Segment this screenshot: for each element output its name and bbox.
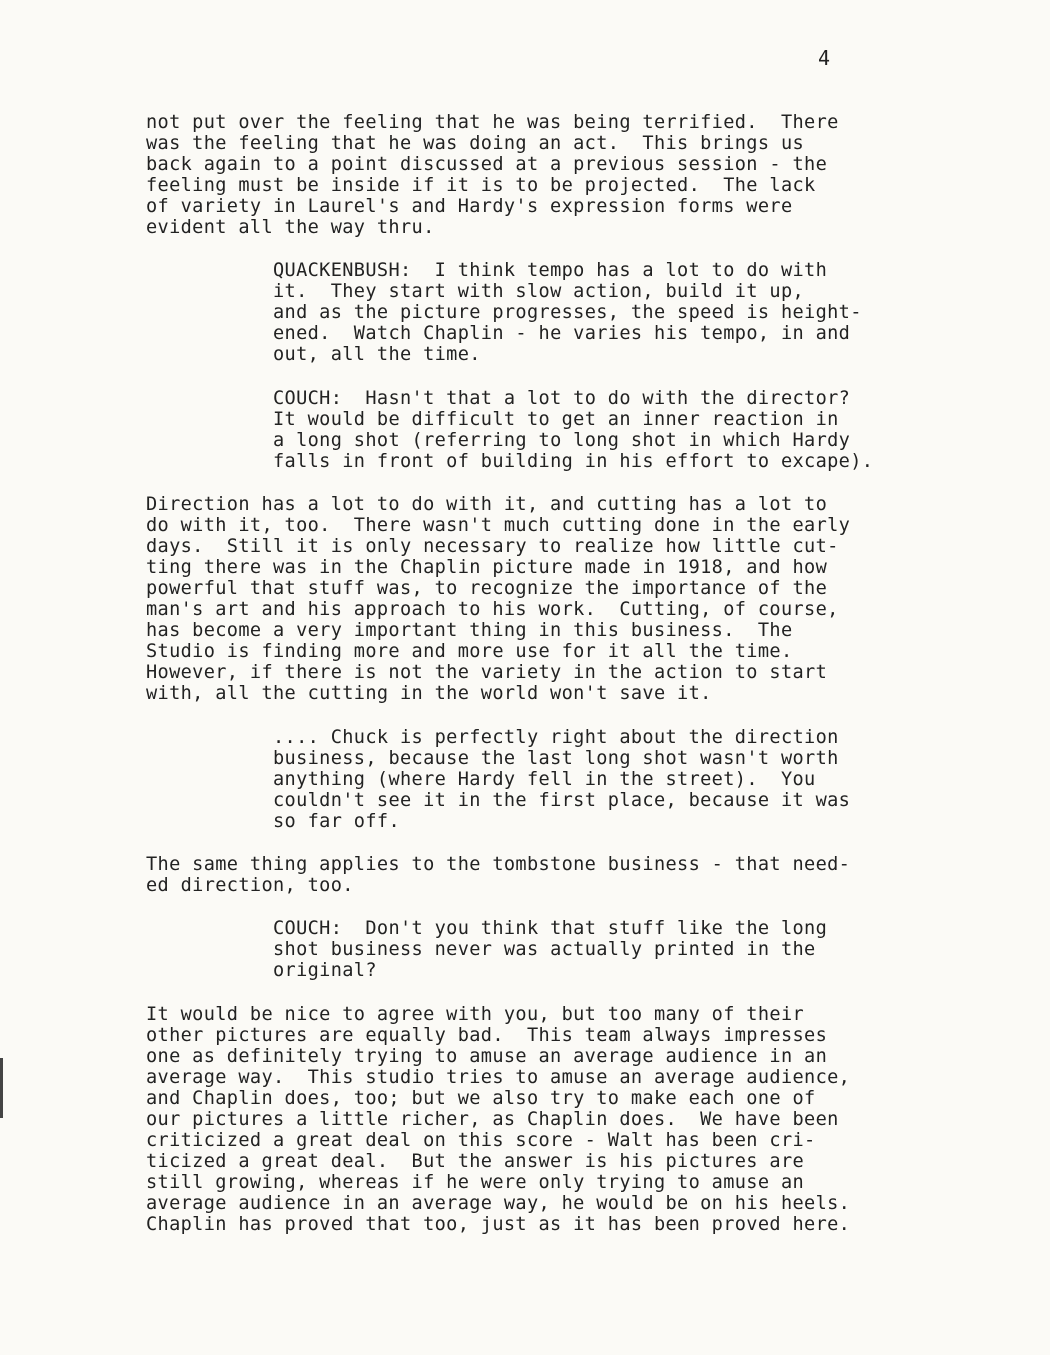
quote-line: shot business never was actually printed in the: [273, 939, 816, 960]
body-line: ting there was in the Chaplin picture made in 1918, and how: [146, 557, 828, 578]
quote-line: COUCH: Hasn't that a lot to do with the director?: [273, 388, 851, 409]
body-line: It would be nice to agree with you, but too many of their: [146, 1004, 805, 1025]
body-line: was the feeling that he was doing an act. This brings us: [146, 133, 805, 154]
body-line: and Chaplin does, too; but we also try to make each one of: [146, 1088, 816, 1109]
body-line: not put over the feeling that he was being terrified. There: [146, 112, 839, 133]
body-line: average audience in an average way, he would be on his heels.: [146, 1193, 851, 1214]
body-line: ticized a great deal. But the answer is his pictures are: [146, 1151, 805, 1172]
quote-line: ened. Watch Chaplin - he varies his tempo, in and: [273, 323, 851, 344]
margin-binding-mark: [0, 1058, 3, 1118]
body-line: has become a very important thing in this business. The: [146, 620, 793, 641]
body-line: criticized a great deal on this score - Walt has been cri-: [146, 1130, 816, 1151]
body-line: feeling must be inside if it is to be projected. The lack: [146, 175, 816, 196]
quote-line: anything (where Hardy fell in the street). You: [273, 769, 816, 790]
quote-line: so far off.: [273, 811, 400, 832]
quote-line: COUCH: Don't you think that stuff like the long: [273, 918, 828, 939]
body-line: our pictures a little richer, as Chaplin does. We have been: [146, 1109, 839, 1130]
body-line: still growing, whereas if he were only trying to amuse an: [146, 1172, 805, 1193]
quote-line: out, all the time.: [273, 344, 481, 365]
page-number: 4: [818, 46, 831, 70]
body-line: Chaplin has proved that too, just as it has been proved here.: [146, 1214, 851, 1235]
body-line: back again to a point discussed at a previous session - the: [146, 154, 828, 175]
body-line: of variety in Laurel's and Hardy's expression forms were: [146, 196, 793, 217]
quote-line: falls in front of building in his effort to excape).: [273, 451, 874, 472]
body-line: one as definitely trying to amuse an average audience in an: [146, 1046, 828, 1067]
quote-line: and as the picture progresses, the speed is height-: [273, 302, 862, 323]
body-line: do with it, too. There wasn't much cutting done in the early: [146, 515, 851, 536]
body-line: Direction has a lot to do with it, and cutting has a lot to: [146, 494, 828, 515]
body-line: days. Still it is only necessary to realize how little cut-: [146, 536, 839, 557]
quote-line: a long shot (referring to long shot in which Hardy: [273, 430, 851, 451]
quote-line: it. They start with slow action, build it up,: [273, 281, 805, 302]
body-line: However, if there is not the variety in the action to start: [146, 662, 828, 683]
body-line: evident all the way thru.: [146, 217, 435, 238]
body-line: ed direction, too.: [146, 875, 354, 896]
quote-line: business, because the last long shot wasn't worth: [273, 748, 839, 769]
quote-line: It would be difficult to get an inner reaction in: [273, 409, 839, 430]
body-line: Studio is finding more and more use for it all the time.: [146, 641, 793, 662]
body-line: The same thing applies to the tombstone business - that need-: [146, 854, 851, 875]
body-line: man's art and his approach to his work. Cutting, of course,: [146, 599, 839, 620]
body-line: with, all the cutting in the world won't save it.: [146, 683, 712, 704]
body-line: other pictures are equally bad. This team always impresses: [146, 1025, 828, 1046]
quote-line: .... Chuck is perfectly right about the direction: [273, 727, 839, 748]
quote-line: original?: [273, 960, 377, 981]
body-line: average way. This studio tries to amuse an average audience,: [146, 1067, 851, 1088]
quote-line: couldn't see it in the first place, because it was: [273, 790, 851, 811]
body-line: powerful that stuff was, to recognize the importance of the: [146, 578, 828, 599]
quote-line: QUACKENBUSH: I think tempo has a lot to do with: [273, 260, 828, 281]
